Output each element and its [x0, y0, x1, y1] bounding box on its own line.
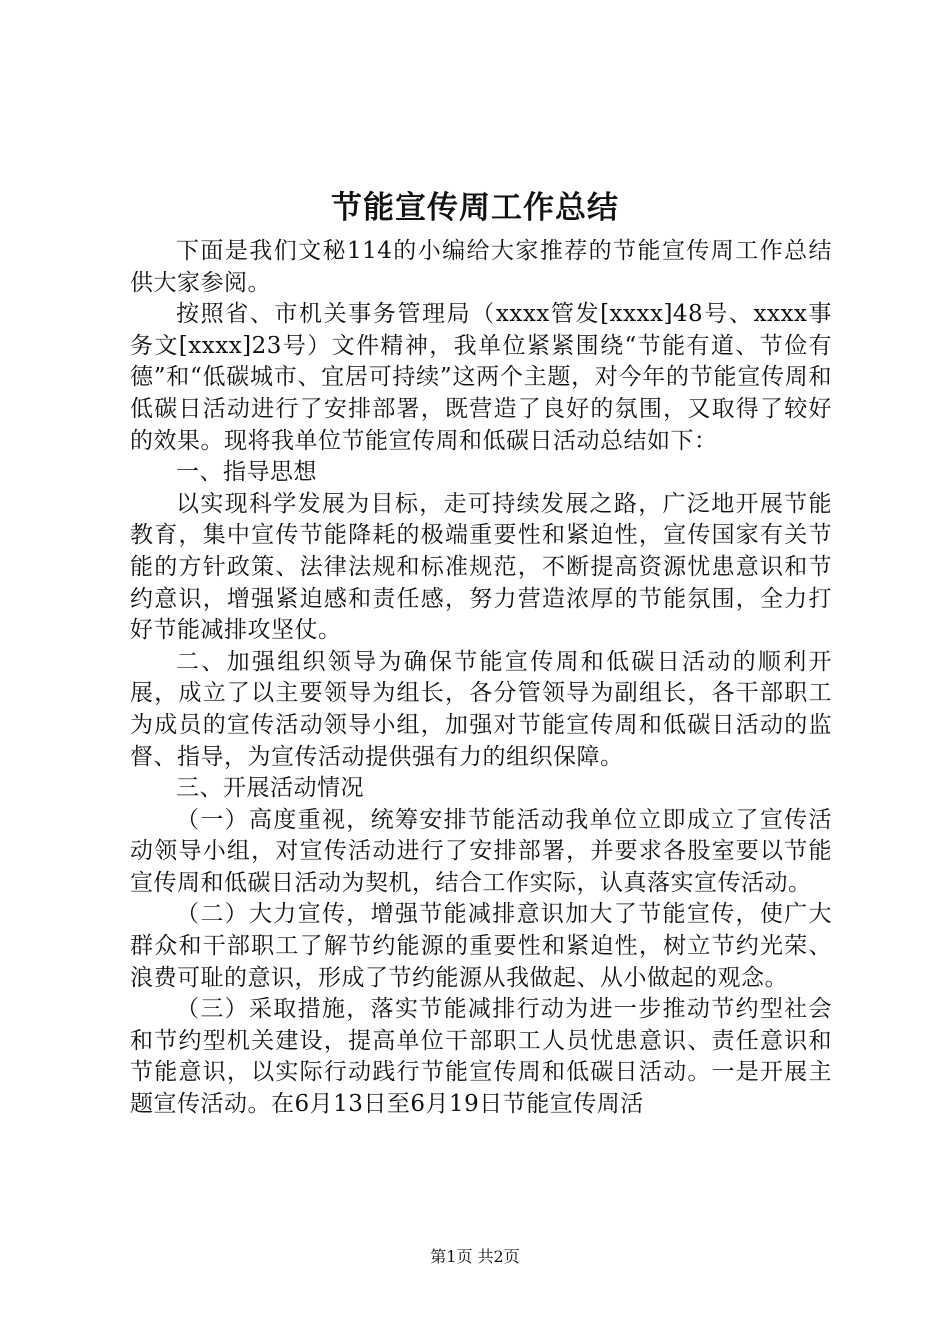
- section-heading-activities: 三、开展活动情况: [176, 775, 364, 802]
- paragraph-intro: 下面是我们文秘114的小编给大家推荐的节能宣传周工作总结供大家参阅。: [130, 238, 832, 296]
- document-title: 节能宣传周工作总结: [331, 190, 619, 226]
- paragraph-organization: 二、加强组织领导为确保节能宣传周和低碳日活动的顺利开展，成立了以主要领导为组长，各分管领导为副组长，各干部职工为成员的宣传活动领导小组，加强对节能宣传周和低碳日活动的监督、指导，为宣传活动提供强有力的组织保障。: [130, 648, 832, 770]
- paragraph-basis: 按照省、市机关事务管理局（xxxx管发[xxxx]48号、xxxx事务文[xxxx]23号）文件精神，我单位紧紧围绕“节能有道、节俭有德”和“低碳城市、宜居可持续”这两个主题，对今年的节能宣传周和低碳日活动进行了安排部署，既营造了良好的氛围，又取得了较好的效果。现将我单位节能宣传周和低碳日活动总结如下：: [130, 301, 832, 454]
- page-number-footer: 第1页 共2页: [430, 1247, 520, 1266]
- paragraph-activity-1: （一）高度重视，统筹安排节能活动我单位立即成立了宣传活动领导小组，对宣传活动进行了安排部署，并要求各股室要以节能宣传周和低碳日活动为契机，结合工作实际，认真落实宣传活动。: [130, 806, 832, 896]
- paragraph-activity-2: （二）大力宣传，增强节能减排意识加大了节能宣传，使广大群众和干部职工了解节约能源的重要性和紧迫性，树立节约光荣、浪费可耻的意识，形成了节约能源从我做起、从小做起的观念。: [130, 901, 832, 991]
- document-body: [130, 236, 832, 1121]
- paragraph-activity-3: （三）采取措施，落实节能减排行动为进一步推动节约型社会和节约型机关建设，提高单位干部职工人员忧患意识、责任意识和节能意识，以实际行动践行节能宣传周和低碳日活动。一是开展主题宣传活动。在6月13日至6月19日节能宣传周活: [130, 996, 832, 1118]
- paragraph-guiding-thought: 以实现科学发展为目标，走可持续发展之路，广泛地开展节能教育，集中宣传节能降耗的极端重要性和紧迫性，宣传国家有关节能的方针政策、法律法规和标准规范，不断提高资源忧患意识和节约意识，增强紧迫感和责任感，努力营造浓厚的节能氛围，全力打好节能减排攻坚仗。: [130, 490, 832, 644]
- section-heading-guiding-thought: 一、指导思想: [176, 459, 317, 486]
